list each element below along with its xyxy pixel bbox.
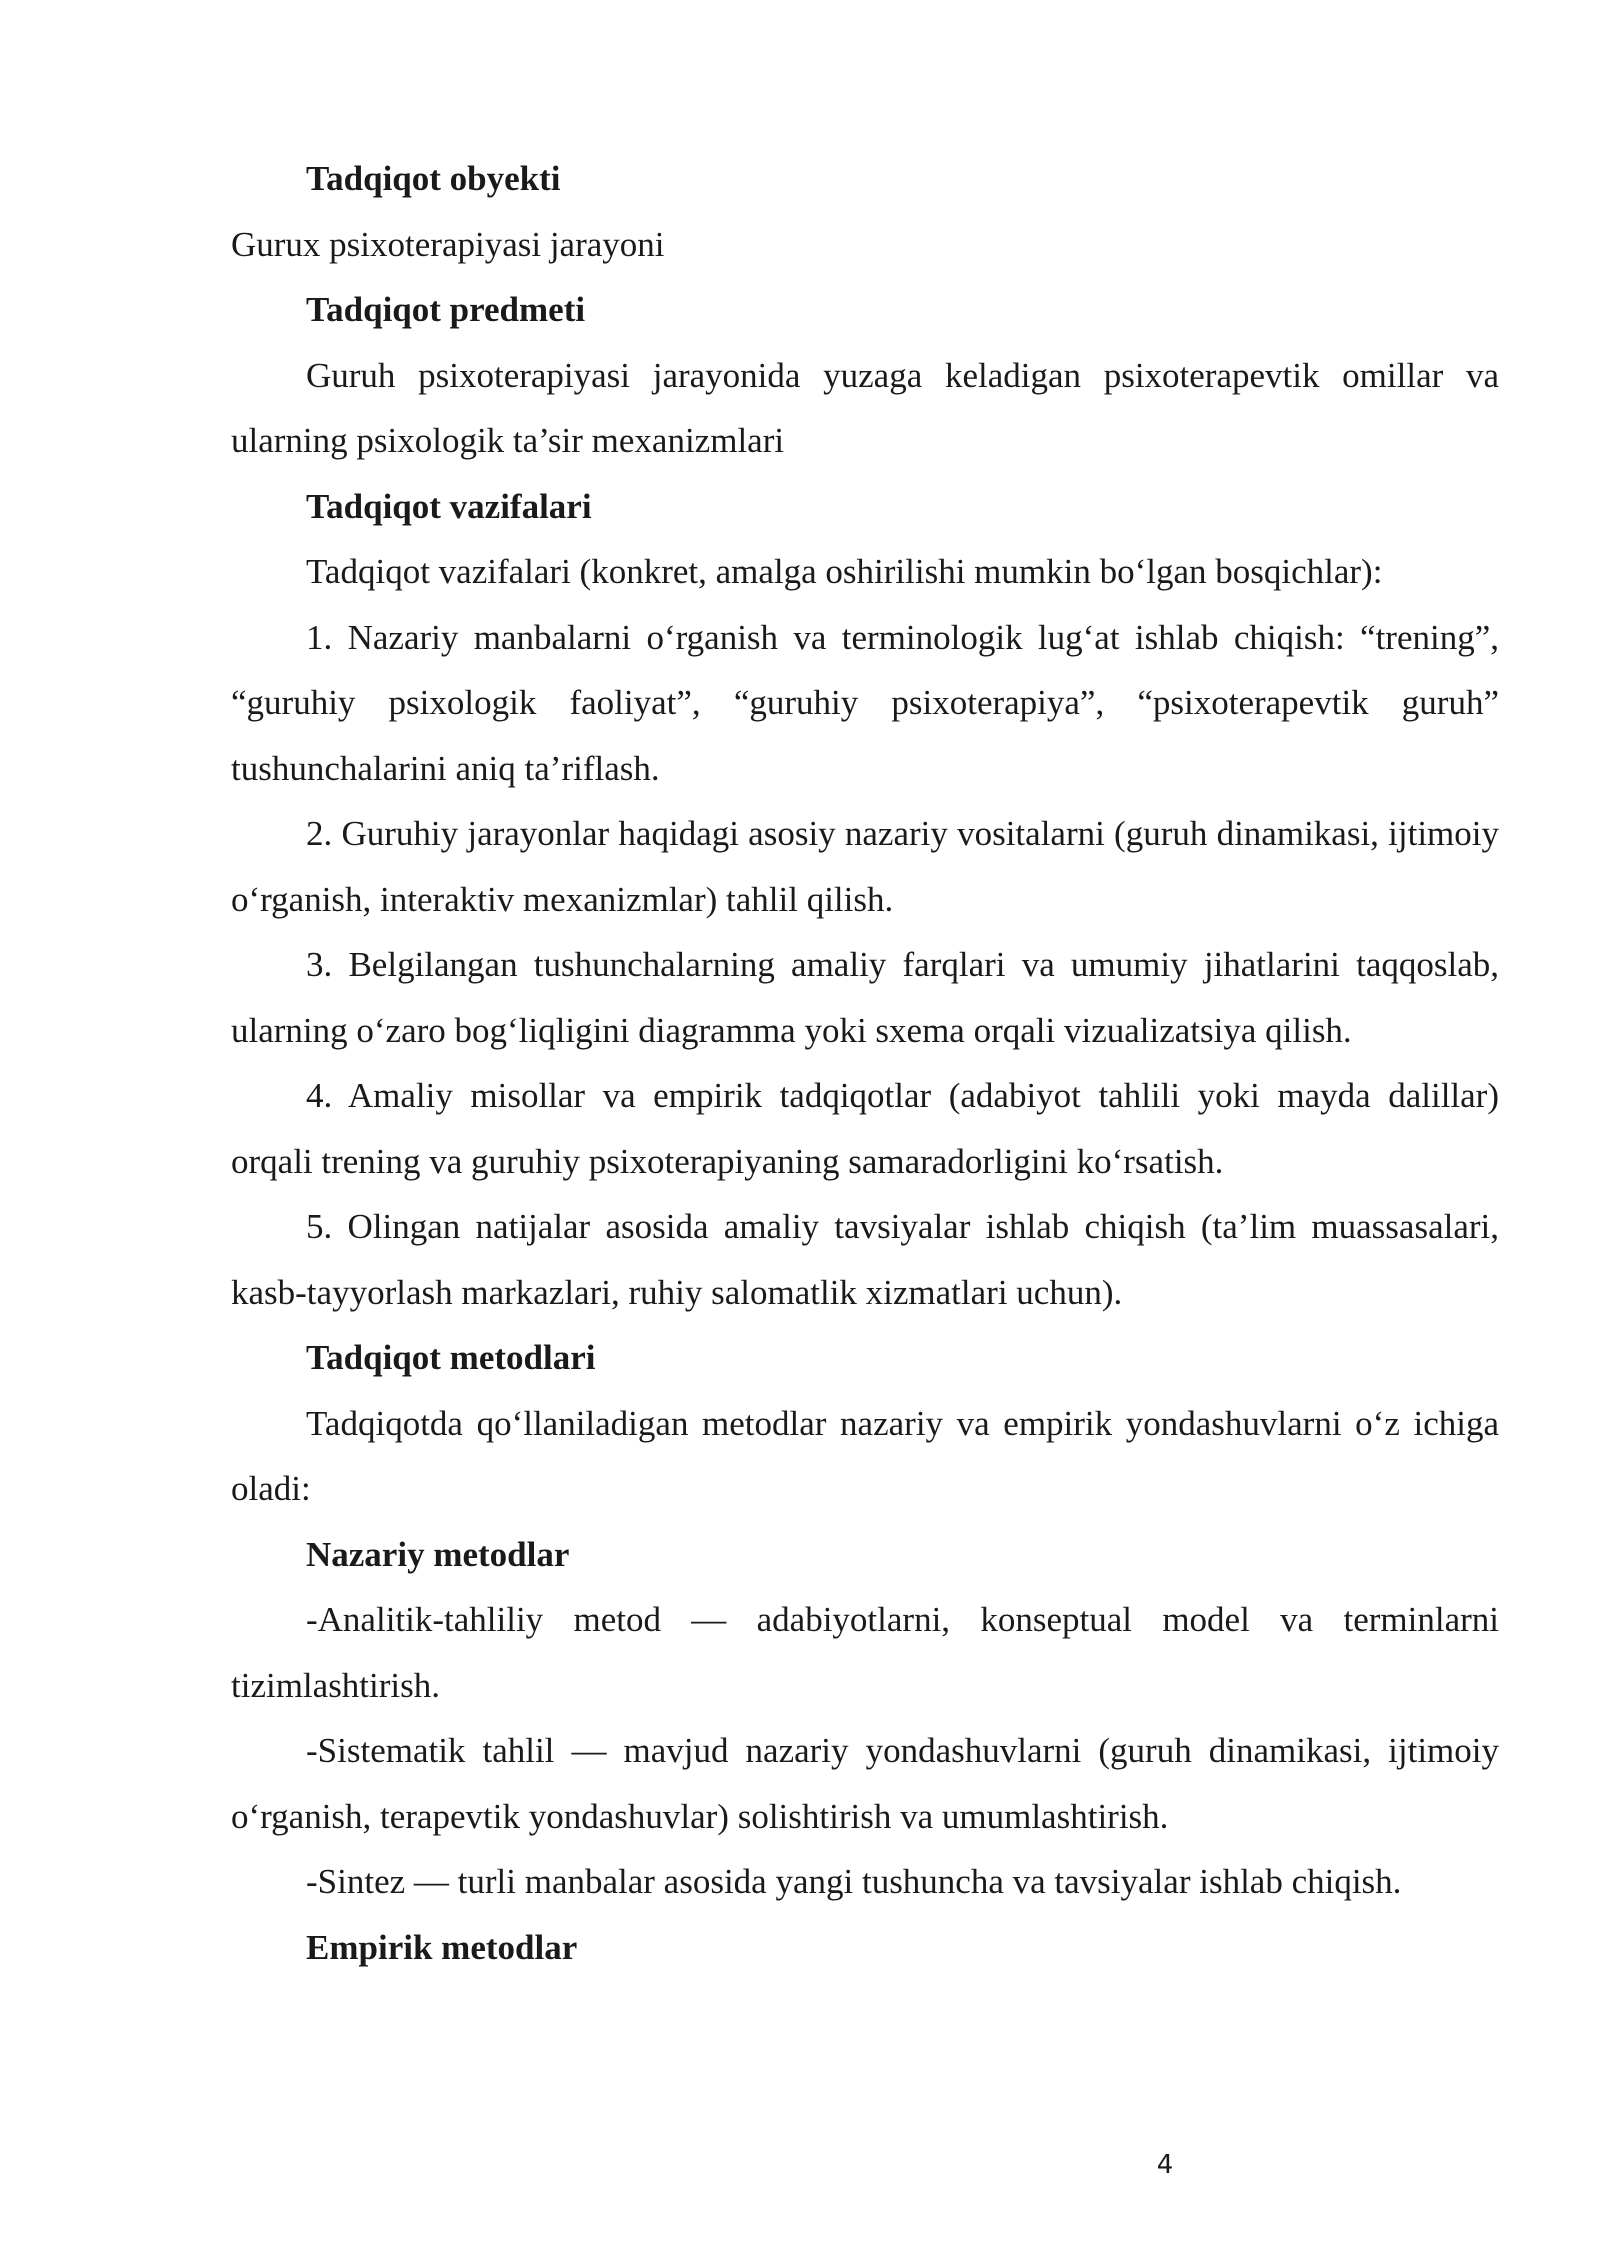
paragraph-research-object: Gurux psixoterapiyasi jarayoni — [231, 224, 665, 264]
method-item-systematic: -Sistematik tahlil — mavjud nazariy yondashuvlarni (guruh dinamikasi, ijtimoiy o‘rganish, terapevtik yondashuvlar) solishtirish va umumlashtirish. — [231, 1731, 1499, 1836]
task-item-5: 5. Olingan natijalar asosida amaliy tavsiyalar ishlab chiqish (ta’lim muassasalari, kasb-tayyorlash markazlari, ruhiy salomatlik xizmatlari uchun). — [231, 1207, 1499, 1312]
paragraph-tasks-intro: Tadqiqot vazifalari (konkret, amalga oshirilishi mumkin bo‘lgan bosqichlar): — [306, 552, 1383, 591]
page-number: 4 — [1156, 2150, 1174, 2180]
section-heading-empirical-methods: Empirik metodlar — [306, 1927, 578, 1967]
document-body — [231, 146, 1499, 1980]
section-heading-theoretical-methods: Nazariy metodlar — [306, 1534, 570, 1574]
section-heading-research-object: Tadqiqot obyekti — [306, 159, 561, 198]
paragraph-methods-intro: Tadqiqotda qo‘llaniladigan metodlar nazariy va empirik yondashuvlarni o‘z ichiga oladi: — [231, 1403, 1499, 1508]
task-item-4: 4. Amaliy misollar va empirik tadqiqotlar (adabiyot tahlili yoki mayda dalillar) orqali trening va guruhiy psixoterapiyaning samaradorligini ko‘rsatish. — [231, 1076, 1499, 1181]
task-item-3: 3. Belgilangan tushunchalarning amaliy farqlari va umumiy jihatlarini taqqoslab, ularning o‘zaro bog‘liqligini diagramma yoki sxema orqali vizualizatsiya qilish. — [231, 945, 1499, 1050]
paragraph-research-subject: Guruh psixoterapiyasi jarayonida yuzaga keladigan psixoterapevtik omillar va ularning psixologik ta’sir mexanizmlari — [231, 355, 1499, 460]
section-heading-research-tasks: Tadqiqot vazifalari — [306, 486, 592, 526]
task-item-1: 1. Nazariy manbalarni o‘rganish va terminologik lug‘at ishlab chiqish: “trening”, “guruhiy psixologik faoliyat”, “guruhiy psixoterapiya”, “psixoterapevtik guruh” tushunchalarini aniq ta’riflash. — [231, 617, 1499, 788]
method-item-analytical: -Analitik-tahliliy metod — adabiyotlarni, konseptual model va terminlarni tizimlashtirish. — [231, 1600, 1499, 1705]
method-item-synthesis: -Sintez — turli manbalar asosida yangi tushuncha va tavsiyalar ishlab chiqish. — [306, 1862, 1402, 1901]
section-heading-research-methods: Tadqiqot metodlari — [306, 1338, 596, 1377]
task-item-2: 2. Guruhiy jarayonlar haqidagi asosiy nazariy vositalarni (guruh dinamikasi, ijtimoiy o‘rganish, interaktiv mexanizmlar) tahlil qilish. — [231, 814, 1499, 919]
section-heading-research-subject: Tadqiqot predmeti — [306, 290, 586, 329]
